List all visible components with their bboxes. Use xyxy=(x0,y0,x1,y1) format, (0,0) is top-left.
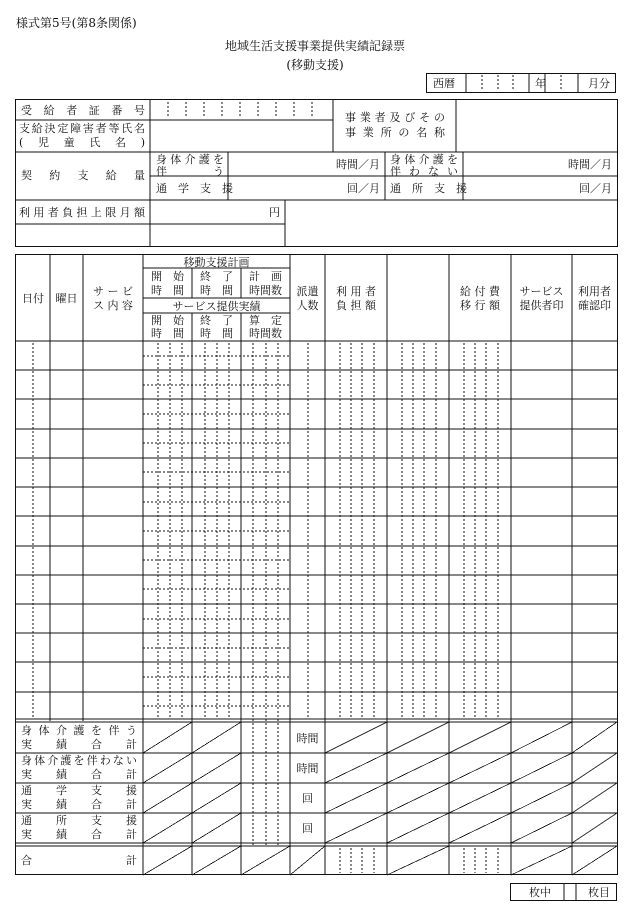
month-label: 月分 xyxy=(588,77,610,90)
total-facility-label-1: 通 所 支 援 xyxy=(21,814,137,827)
total-facility-unit: 回 xyxy=(302,822,313,835)
sheet-number-label: 枚目 xyxy=(588,886,610,899)
provider-name-label-2: 事 業 所 の 名 称 xyxy=(345,126,445,139)
calc-hours-1: 算 定 xyxy=(249,314,282,327)
page-title: 地域生活支援事業提供実績記録票 xyxy=(224,39,405,53)
actual-end-1: 終 了 xyxy=(200,314,233,327)
sheet-total-input[interactable] xyxy=(512,885,528,899)
provider-name-input[interactable] xyxy=(458,101,616,151)
with-care-hours-input[interactable] xyxy=(230,153,330,175)
col-user-seal-1: 利用者 xyxy=(578,285,611,298)
sheet-current-input[interactable] xyxy=(565,885,575,899)
col-dispatch-1: 派遣 xyxy=(296,285,319,298)
total-school-label-1: 通 学 支 援 xyxy=(21,784,137,797)
school-support-input[interactable] xyxy=(230,177,330,199)
guardian-name-label-2: ( 児 童 氏 名 ) xyxy=(19,136,145,149)
recipient-cert-label: 受 給 者 証 番 号 xyxy=(21,104,145,117)
school-support-label: 通 学 支 援 xyxy=(156,182,233,195)
total-without-care-unit: 時間 xyxy=(296,762,319,775)
col-date: 日付 xyxy=(22,292,44,305)
without-care-label-1: 身体介護を xyxy=(390,153,458,166)
facility-support-input[interactable] xyxy=(465,177,565,199)
actual-end-2: 時 間 xyxy=(200,327,233,340)
school-support-unit: 回／月 xyxy=(347,182,380,195)
form-number: 様式第5号(第8条関係) xyxy=(16,16,137,30)
grand-total-label-2: 計 xyxy=(126,854,137,867)
year-label: 年 xyxy=(535,77,546,90)
col-service-content-1: サ ー ビ xyxy=(93,285,133,298)
total-with-care-label-1: 身 体 介 護 を 伴 う xyxy=(21,724,137,737)
col-service-content-2: ス 内 容 xyxy=(93,299,133,312)
yen-unit: 円 xyxy=(269,206,280,219)
col-benefit-2: 移 行 額 xyxy=(460,299,500,312)
col-provider-seal-2: 提供者印 xyxy=(519,299,564,312)
sheet-middle-label: 枚中 xyxy=(529,886,551,899)
contract-amount-label: 契 約 支 給 量 xyxy=(21,169,145,182)
grand-total-label-1: 合 xyxy=(21,854,32,867)
col-user-seal-2: 確認印 xyxy=(578,299,611,312)
total-school-unit: 回 xyxy=(302,792,313,805)
plan-header: 移動支援計画 xyxy=(183,256,250,269)
col-benefit-1: 給 付 費 xyxy=(460,285,500,298)
without-care-label-2: 伴 わ な い xyxy=(390,165,458,178)
total-without-care-label-1: 身体介護を伴わない xyxy=(21,754,137,767)
col-provider-seal-1: サービス xyxy=(519,285,564,298)
recipient-cert-input[interactable] xyxy=(152,101,330,119)
plan-start-1: 開 始 xyxy=(151,270,184,283)
copay-limit-label: 利用者負担上限月額 xyxy=(19,206,145,219)
plan-end-2: 時 間 xyxy=(200,284,233,297)
actual-start-1: 開 始 xyxy=(151,314,184,327)
actual-start-2: 時 間 xyxy=(151,327,184,340)
copay-limit-input[interactable] xyxy=(152,201,262,223)
plan-start-2: 時 間 xyxy=(151,284,184,297)
guardian-name-label-1: 支給決定障害者等氏名 xyxy=(19,122,145,135)
guardian-name-input[interactable] xyxy=(152,121,330,151)
plan-hours-1: 計 画 xyxy=(249,270,282,283)
total-without-care-label-2: 実 績 合 計 xyxy=(21,768,137,781)
total-school-label-2: 実 績 合 計 xyxy=(21,798,137,811)
facility-support-unit: 回／月 xyxy=(579,182,612,195)
page-subtitle: (移動支援) xyxy=(286,58,344,72)
with-care-label-1: 身体介護を xyxy=(156,153,224,166)
col-copay-1: 利 用 者 xyxy=(336,285,376,298)
total-facility-label-2: 実 績 合 計 xyxy=(21,828,137,841)
col-copay-2: 負 担 額 xyxy=(336,299,376,312)
calc-hours-2: 時間数 xyxy=(249,327,282,340)
total-with-care-label-2: 実 績 合 計 xyxy=(21,738,137,751)
with-care-unit: 時間／月 xyxy=(336,158,380,171)
facility-support-label: 通 所 支 援 xyxy=(390,182,467,195)
col-dispatch-2: 人数 xyxy=(296,299,319,312)
with-care-label-2: 伴 う xyxy=(156,165,224,178)
actual-header: サービス提供実績 xyxy=(172,300,261,313)
provider-name-label-1: 事業者及びその xyxy=(345,111,445,124)
without-care-hours-input[interactable] xyxy=(465,153,565,175)
total-with-care-unit: 時間 xyxy=(296,732,319,745)
plan-end-1: 終 了 xyxy=(200,270,233,283)
era-label: 西暦 xyxy=(433,77,455,90)
without-care-unit: 時間／月 xyxy=(568,158,612,171)
col-weekday: 曜日 xyxy=(55,292,78,305)
plan-hours-2: 時間数 xyxy=(249,284,282,297)
